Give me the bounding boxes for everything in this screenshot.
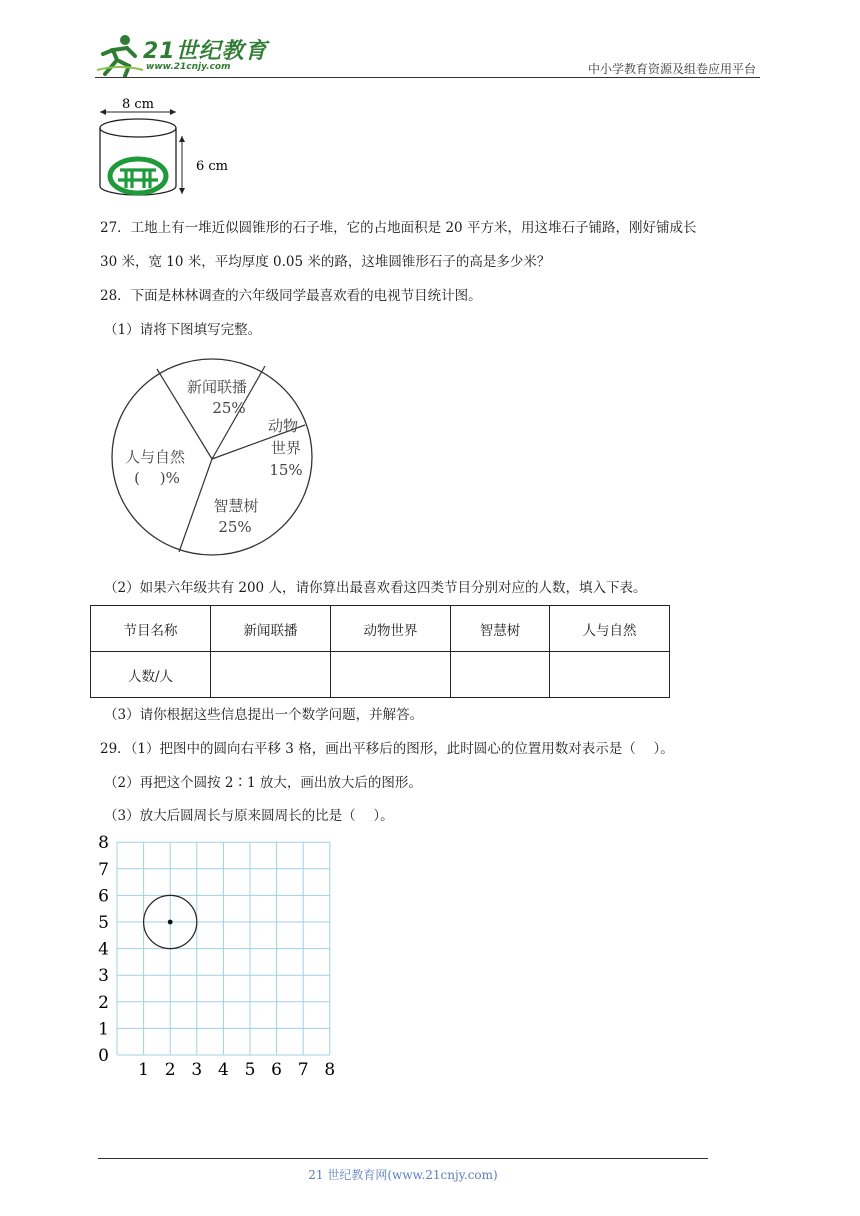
table-answer-cell[interactable] — [451, 652, 550, 698]
cylinder-figure — [90, 98, 230, 208]
y-tick-label: 2 — [98, 992, 109, 1013]
y-tick-label: 6 — [98, 886, 109, 907]
x-tick-label: 8 — [324, 1060, 336, 1080]
cylinder-height-label: 6 cm — [196, 159, 229, 174]
program-count-table — [90, 605, 670, 698]
y-tick-label: 3 — [98, 966, 109, 987]
cylinder-diameter-label: 8 cm — [121, 98, 155, 112]
y-tick-label: 5 — [98, 913, 109, 933]
table-header-row — [91, 606, 670, 652]
x-tick-label: 2 — [164, 1060, 176, 1080]
y-tick-label: 8 — [98, 835, 109, 854]
pie-value-nature: ( )% — [134, 469, 180, 487]
pie-label-wisdom: 智慧树 — [213, 497, 259, 515]
pie-label-animal-1: 动物 — [267, 417, 299, 435]
table-header-cell: 人与自然 — [550, 606, 670, 652]
y-tick-label: 7 — [98, 859, 109, 880]
q29-part3: （3）放大后圆周长与原来圆周长的比是（ ）。 — [104, 808, 394, 824]
table-answer-cell[interactable] — [211, 652, 331, 698]
x-tick-label: 1 — [138, 1060, 150, 1080]
coordinate-grid — [95, 835, 345, 1085]
footer-text: 21 世纪教育网(www.21cnjy.com) — [308, 1168, 498, 1182]
x-tick-label: 4 — [217, 1060, 229, 1080]
y-tick-label: 4 — [98, 939, 109, 960]
pie-value-news: 25% — [212, 399, 246, 417]
pie-label-nature: 人与自然 — [124, 448, 186, 466]
q29-part2: （2）再把这个圆按 2∶1 放大，画出放大后的图形。 — [104, 775, 422, 791]
footer-divider — [98, 1158, 708, 1159]
x-tick-label: 6 — [271, 1060, 283, 1080]
logo-runner-icon — [95, 30, 145, 78]
table-answer-cell[interactable] — [550, 652, 670, 698]
platform-name: 中小学教育资源及组卷应用平台 — [587, 62, 756, 76]
pie-label-animal-2: 世界 — [270, 439, 302, 457]
table-header-cell: 节目名称 — [91, 606, 211, 652]
y-tick-label: 1 — [98, 1019, 109, 1040]
table-header-cell: 智慧树 — [451, 606, 550, 652]
table-header-cell: 新闻联播 — [211, 606, 331, 652]
circle-center-point — [168, 920, 173, 925]
table-answer-cell[interactable] — [331, 652, 451, 698]
q28-part2: （2）如果六年级共有 200 人，请你算出最喜欢看这四类节目分别对应的人数，填入下表。 — [104, 580, 647, 596]
pie-value-animal: 15% — [269, 461, 303, 479]
q27-line1: 27．工地上有一堆近似圆锥形的石子堆，它的占地面积是 20 平方米，用这堆石子铺路，刚好铺成长 — [100, 220, 697, 236]
pie-chart — [105, 355, 325, 565]
table-row-label: 人数/人 — [91, 652, 211, 698]
header-divider — [95, 77, 760, 78]
pie-label-news: 新闻联播 — [186, 378, 248, 396]
x-tick-label: 3 — [191, 1060, 203, 1080]
pie-value-wisdom: 25% — [218, 518, 252, 536]
q28-part1: （1）请将下图填写完整。 — [104, 322, 262, 338]
q27-line2: 30 米，宽 10 米，平均厚度 0.05 米的路，这堆圆锥形石子的高是多少米？ — [100, 254, 551, 270]
q28-part3: （3）请你根据这些信息提出一个数学问题，并解答。 — [104, 707, 424, 723]
table-row — [91, 652, 670, 698]
x-tick-label: 7 — [297, 1060, 309, 1080]
cylinder-logo-icon — [110, 159, 166, 193]
table-header-cell: 动物世界 — [331, 606, 451, 652]
q28-intro: 28．下面是林林调查的六年级同学最喜欢看的电视节目统计图。 — [100, 288, 482, 304]
x-tick-label: 5 — [244, 1060, 256, 1080]
q29-part1: 29．（1）把图中的圆向右平移 3 格，画出平移后的图形，此时圆心的位置用数对表示是（ ）。 — [100, 741, 674, 757]
y-tick-label: 0 — [98, 1046, 109, 1066]
logo-text: 21世纪教育 — [143, 39, 268, 64]
logo-url: www.21cnjy.com — [146, 62, 231, 72]
